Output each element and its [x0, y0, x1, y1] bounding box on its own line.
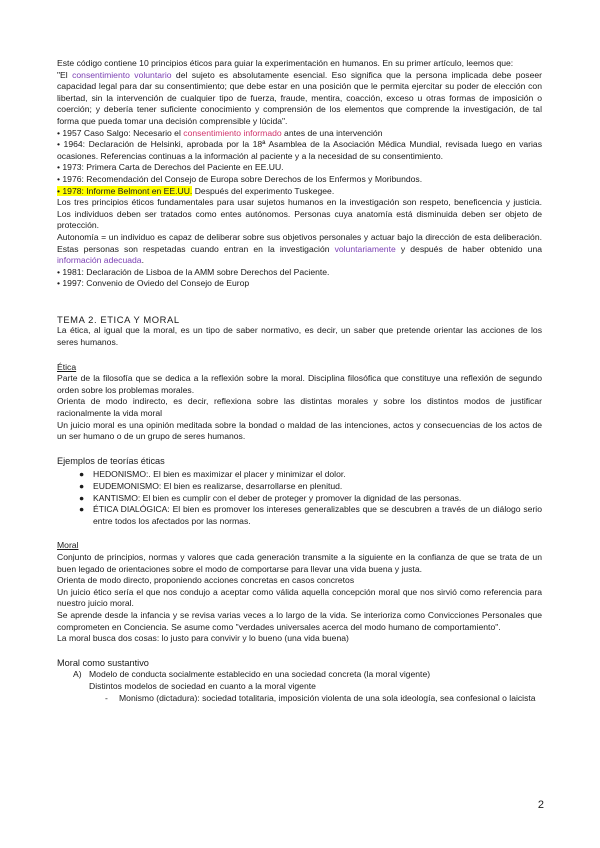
ethical-theories-list — [57, 469, 542, 527]
list-item-hedonismo — [57, 469, 542, 481]
bullet-1957-start: • 1957 Caso Salgo: Necesario el — [57, 127, 184, 138]
autonomy-mid: y después de haber obtenido una — [395, 243, 542, 254]
sustantivo-title: Moral como sustantivo — [57, 657, 149, 668]
principles-paragraph: Los tres principios éticos fundamentales para usar sujetos humanos en la investigación son respeto, beneficencia y justicia. Los individuos deben ser tratados como entes autónomos. Personas cuya anatomía está disminuida deben ser objeto de protección. — [57, 197, 542, 231]
list-item-text: EUDEMONISMO: El bien es realizarse, desarrollarse en plenitud. — [93, 481, 343, 491]
quote-start: "El — [57, 69, 73, 80]
etica-paragraph-1: Parte de la filosofía que se dedica a la reflexión sobre la moral. Disciplina filosófica que constituye una reflexión de segundo orden sobre los problemas morales. — [57, 373, 542, 395]
highlight-informe-belmont: • 1978: Informe Belmont en EE.UU. — [57, 185, 193, 196]
etica-heading: Ética — [57, 361, 77, 372]
bullet-dot-icon: ● — [79, 504, 85, 515]
moral-paragraph-5: La moral busca dos cosas: lo justo para convivir y lo bueno (una vida buena) — [57, 633, 349, 644]
highlight-voluntariamente: voluntariamente — [334, 243, 396, 254]
dash-bullet: - — [105, 692, 108, 703]
autonomy-start: Autonomía = un individuo es capaz de deliberar sobre sus objetivos personales y actuar bajo la dirección de esta deliberación. Estas personas son respetadas cuando entran en la investigación — [57, 231, 542, 254]
moral-paragraph-2: Orienta de modo directo, proponiendo acciones concretas en casos concretos — [57, 575, 355, 586]
bullet-1981: • 1981: Declaración de Lisboa de la AMM sobre Derechos del Paciente. — [57, 266, 330, 277]
page-number: 2 — [537, 799, 544, 811]
bullet-1957 — [57, 128, 542, 140]
highlight-informacion-adecuada: información adecuada — [57, 255, 142, 266]
consent-quote — [57, 70, 542, 128]
intro-paragraph: Este código contiene 10 principios éticos para guiar la experimentación en humanos. En su primer artículo, leemos que: — [57, 58, 514, 68]
moral-paragraph-4: Se aprende desde la infancia y se revisa varias veces a lo largo de la vida. Se interioriza como Convicciones Personales que comprometen en Conciencia. Se asume como "verdades universales acerca del modo humano de comportamiento". — [57, 609, 542, 632]
autonomy-paragraph — [57, 232, 542, 267]
list-item-etica-dialogica — [57, 504, 542, 527]
bullet-dot-icon: ● — [79, 481, 85, 491]
etica-paragraph-2: Orienta de modo indirecto, es decir, reflexiona sobre las distintas morales y sobre los distintos modos de justificar racionalmente la vida moral — [57, 396, 542, 419]
list-item-text: HEDONISMO:. El bien es maximizar el placer y minimizar el dolor. — [93, 469, 346, 480]
document-page — [57, 58, 542, 704]
section-heading-tema-2: TEMA 2. ETICA Y MORAL — [57, 313, 180, 325]
bullet-1957-end: antes de una intervención — [281, 127, 383, 138]
bullet-1978-end: Después del experimento Tuskegee. — [192, 185, 335, 196]
item-a-label: A) — [73, 669, 82, 680]
bullet-1978 — [57, 186, 542, 198]
highlight-consentimiento-informado: consentimiento informado — [183, 127, 282, 138]
bullet-1964: • 1964: Declaración de Helsinki, aprobada por la 18ª Asamblea de la Asociación Médica Mundial, revisada luego en varias ocasiones. Referencias continuas a la información al paciente y a la necesidad de su consentimiento. — [57, 139, 542, 161]
list-item-eudemonismo — [57, 481, 542, 493]
item-monismo — [57, 693, 542, 705]
bullet-dot-icon: ● — [79, 469, 85, 480]
list-item-text: ÉTICA DIALÓGICA: El bien es promover los intereses generalizables que se descubren a través de un diálogo serio entre todos los afectados por las normas. — [93, 504, 542, 526]
list-item-kantismo — [57, 493, 542, 505]
list-item-text: KANTISMO: El bien es cumplir con el deber de proteger y promover la dignidad de las personas. — [93, 492, 462, 503]
tema-intro: La ética, al igual que la moral, es un tipo de saber normativo, es decir, un saber que pretende orientar las acciones de los seres humanos. — [57, 325, 542, 348]
moral-paragraph-1: Conjunto de principios, normas y valores que cada generación transmite a la siguiente en la confianza de que se trata de un buen legado de orientaciones sobre el modo de comportarse para llevar una vida buena y justa. — [57, 551, 542, 574]
bullet-dot-icon: ● — [79, 492, 85, 503]
ejemplos-title: Ejemplos de teorías éticas — [57, 455, 165, 466]
quote-rest: del sujeto es absolutamente esencial. Eso significa que la persona implicada debe poseer capacidad legal para dar su consentimiento; que debe estar en una posición que le permita ejercitar su poder de elección con libertad, sin la intervención de cualquier tipo de fuerza, fraude, mentira, coacción, exceso u otras formas de imposición o coerción; y debería tener suficiente conocimiento y comprensión de los elementos que comprende la investigación, de tal forma que pueda tomar una decisión comprensible y lúcida". — [57, 69, 542, 126]
item-monismo-text: Monismo (dictadura): sociedad totalitaria, imposición violenta de una sola ideología, sea confesional o laicista — [119, 692, 536, 703]
etica-paragraph-3: Un juicio moral es una opinión meditada sobre la bondad o maldad de las intenciones, actos y consecuencias de los actos de un ser humano o de un grupo de seres humanos. — [57, 419, 542, 442]
bullet-1997: • 1997: Convenio de Oviedo del Consejo de Europ — [57, 278, 250, 289]
moral-paragraph-3: Un juicio ético sería el que nos condujo a aceptar como válida aquella concepción moral que nos sirvió como referencia para nuestro juicio moral. — [57, 586, 542, 609]
item-a — [57, 669, 542, 681]
moral-heading: Moral — [57, 540, 79, 551]
item-a-text: Modelo de conducta socialmente establecido en una sociedad concreta (la moral vigente) — [89, 669, 431, 680]
sub-heading-modelos: Distintos modelos de sociedad en cuanto a la moral vigente — [89, 680, 316, 691]
bullet-1976: • 1976: Recomendación del Consejo de Europa sobre Derechos de los Enfermos y Moribundos. — [57, 173, 423, 184]
autonomy-end: . — [141, 255, 144, 266]
highlight-consentimiento-voluntario: consentimiento voluntario — [72, 69, 172, 80]
bullet-1973: • 1973: Primera Carta de Derechos del Paciente en EE.UU. — [57, 162, 284, 173]
